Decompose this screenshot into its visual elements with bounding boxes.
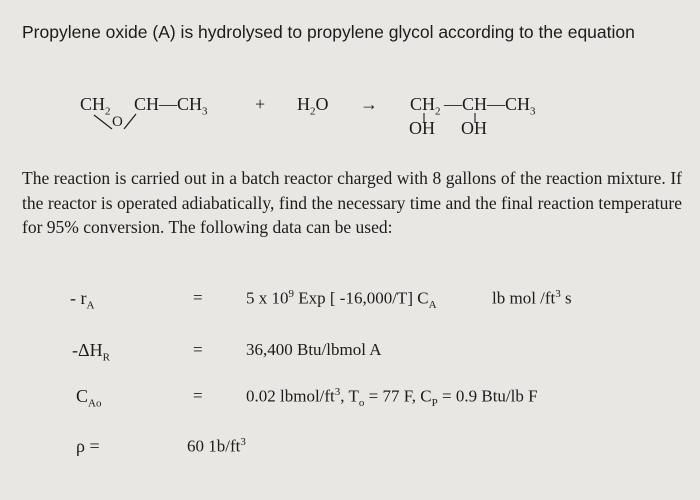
reactant-chain: $CH—CH_3$ xyxy=(134,94,208,118)
density-value: 60 $1b/ft^3$ xyxy=(187,436,246,456)
conc-value: 0.02 lbmol/$ft^3$, $T_o = 77$ F, $C_P = 0.9$ Btu/lb F xyxy=(246,386,538,410)
reaction-arrow: → xyxy=(360,94,378,114)
ring-oxygen: O xyxy=(112,114,123,130)
water-formula: $H_2O$ xyxy=(297,94,329,118)
problem-statement: The reaction is carried out in a batch reactor charged with 8 gallons of the reaction mixture. If the reactor is operated adiabatically, find the necessary time and the final reaction temperature for 95% conversion. The following data can be used: xyxy=(22,168,682,237)
reactant-ch2: $CH_2$ xyxy=(80,94,111,118)
conc-label: $C_{Ao}$ xyxy=(76,386,102,410)
product-chain: $—CH—CH_3$ xyxy=(444,94,536,118)
rate-expression: 5 x $10^9$ Exp [ -16,000/T] $C_A$ xyxy=(246,288,437,312)
hydroxyl-2: OH xyxy=(461,118,487,138)
intro-text: Propylene oxide (A) is hydrolysed to propylene glycol according to the equation xyxy=(22,22,635,42)
heat-equals: = xyxy=(193,340,203,359)
heat-value: 36,400 Btu/lbmol A xyxy=(246,340,382,359)
hydroxyl-1: OH xyxy=(409,118,435,138)
product-ch2: $CH_2$ xyxy=(410,94,441,118)
conc-equals: = xyxy=(193,386,203,405)
rate-label: - $r_A$ xyxy=(70,288,95,312)
plus-sign: + xyxy=(255,94,266,114)
rate-equals: = xyxy=(193,288,203,307)
density-label: ρ = xyxy=(76,436,100,456)
heat-label: $-\Delta H_R$ xyxy=(72,340,110,364)
rate-units: lb mol $/ft^3$ s xyxy=(492,288,572,308)
